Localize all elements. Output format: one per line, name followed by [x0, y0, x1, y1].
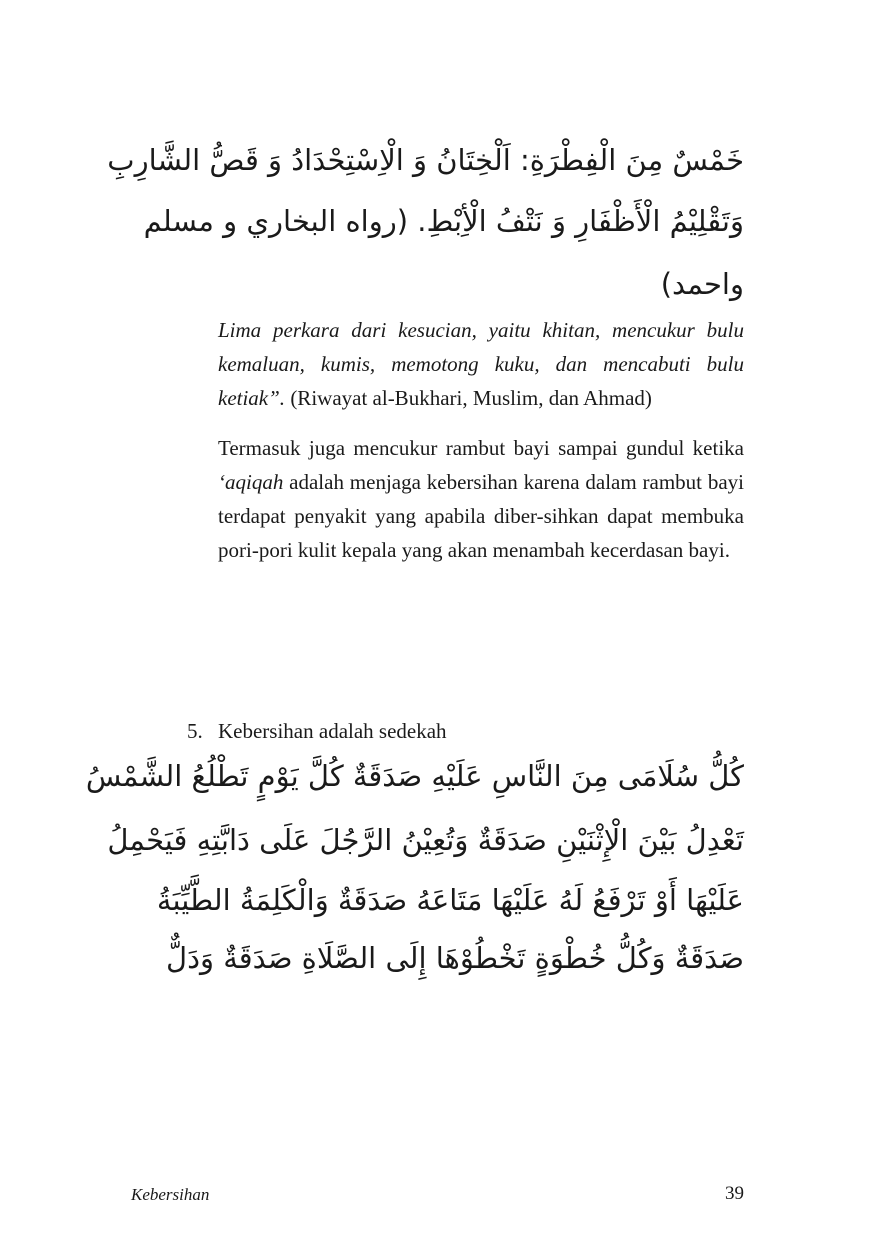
- hadith1-arabic-line-3: واحمد): [660, 267, 744, 301]
- paragraph-text-before: Termasuk juga mencukur rambut bayi sampai gundul ketika: [218, 436, 744, 460]
- section-number: 5.: [187, 719, 203, 743]
- paragraph-italic-term: ‘aqiqah: [218, 470, 284, 494]
- hadith2-arabic-line-4: صَدَقَةٌ وَكُلُّ خُطْوَةٍ تَخْطُوْهَا إِلَى الصَّلَاةِ صَدَقَةٌ وَدَلٌّ: [166, 941, 744, 975]
- hadith1-translation-text: Lima perkara dari kesucian, yaitu khitan, mencukur bulu kemaluan, kumis, memotong kuku, dan mencabuti bulu ketiak”.: [218, 318, 744, 410]
- hadith1-arabic-line-2: وَتَقْلِيْمُ الْأَظْفَارِ وَ نَتْفُ الْأِبْطِ. (رواه البخاري و مسلم: [143, 204, 744, 238]
- hadith1-arabic-line-1: خَمْسٌ مِنَ الْفِطْرَةِ: اَلْخِتَانُ وَ الْاِسْتِحْدَادُ وَ قَصُّ الشَّارِبِ: [107, 143, 744, 177]
- page-number: 39: [725, 1183, 744, 1204]
- hadith1-translation: [218, 313, 744, 415]
- hadith2-arabic-line-1: كُلُّ سُلَامَى مِنَ النَّاسِ عَلَيْهِ صَدَقَةٌ كُلَّ يَوْمٍ تَطْلُعُ الشَّمْسُ: [85, 759, 744, 793]
- hadith1-translation-source: (Riwayat al-Bukhari, Muslim, dan Ahmad): [285, 386, 652, 410]
- paragraph-text-after: adalah menjaga kebersihan karena dalam rambut bayi terdapat penyakit yang apabila diber-sihkan dapat membuka pori-pori kulit kepala yang akan menambah kecerdasan bayi.: [218, 470, 744, 562]
- hadith2-arabic-line-2: تَعْدِلُ بَيْنَ الْإِثْنَيْنِ صَدَقَةٌ وَتُعِيْنُ الرَّجُلَ عَلَى دَابَّتِهِ فَيَحْمِلُ: [107, 823, 744, 857]
- footer-running-title: Kebersihan: [131, 1185, 210, 1204]
- body-paragraph: [218, 431, 744, 567]
- hadith2-arabic-line-3: عَلَيْهَا أَوْ تَرْفَعُ لَهُ عَلَيْهَا مَتَاعَهُ صَدَقَةٌ وَالْكَلِمَةُ الطَّيِّبَةُ: [156, 883, 744, 917]
- section-5-heading: [187, 716, 447, 746]
- section-title: Kebersihan adalah sedekah: [218, 719, 447, 743]
